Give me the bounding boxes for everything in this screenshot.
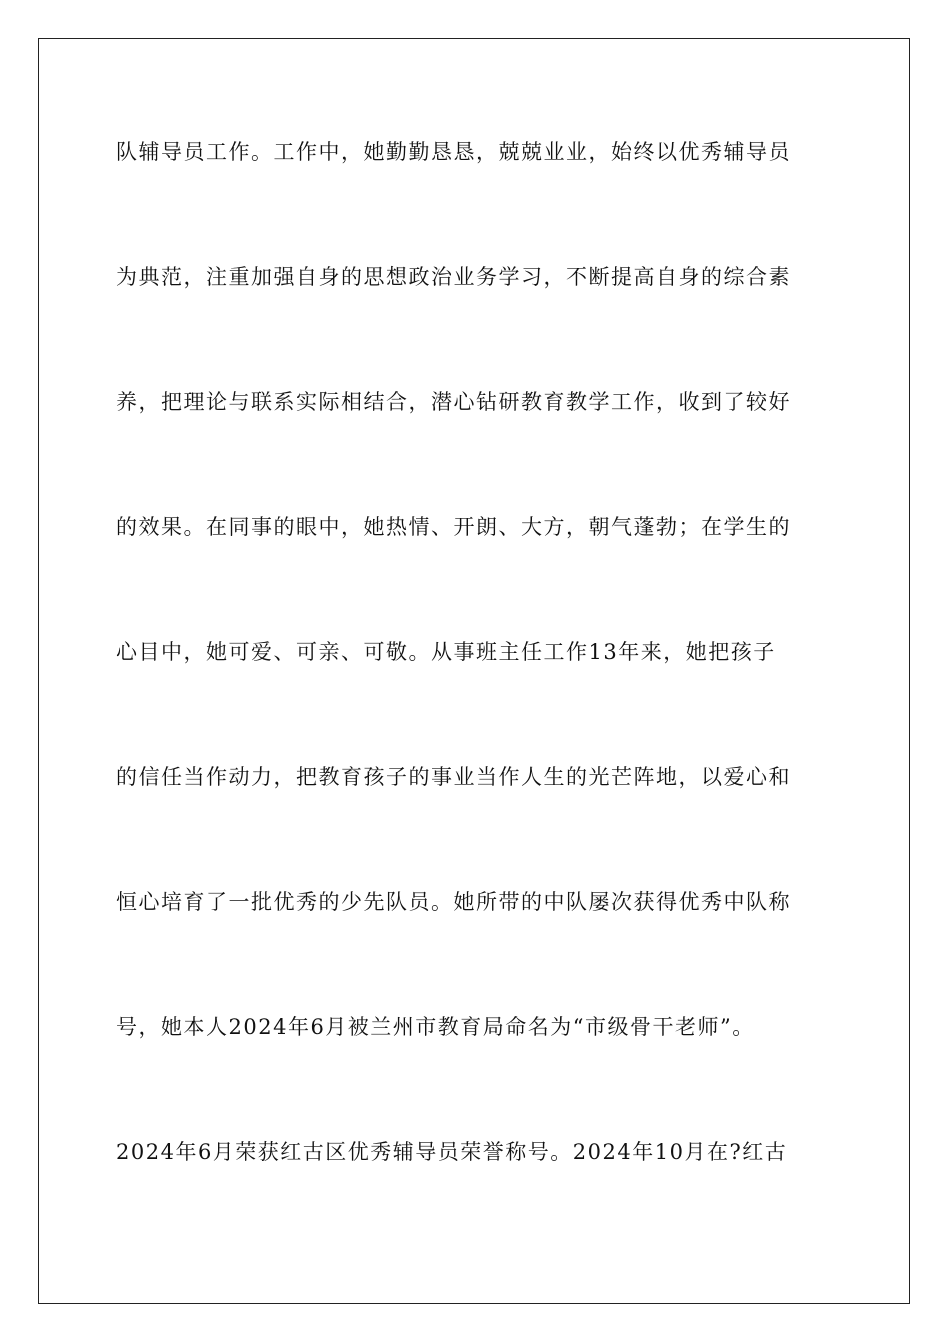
text-line-8: 号，她本人2024年6月被兰州市教育局命名为“市级骨干老师”。 xyxy=(116,1015,755,1039)
text-line-9: 2024年6月荣获红古区优秀辅导员荣誉称号。2024年10月在?红古 xyxy=(116,1140,788,1164)
text-line-2: 为典范，注重加强自身的思想政治业务学习，不断提高自身的综合素 xyxy=(116,265,791,289)
text-line-4: 的效果。在同事的眼中，她热情、开朗、大方，朝气蓬勃；在学生的 xyxy=(116,515,791,539)
document-body xyxy=(116,132,856,1257)
text-line-7: 恒心培育了一批优秀的少先队员。她所带的中队屡次获得优秀中队称 xyxy=(116,890,791,914)
text-line-6: 的信任当作动力，把教育孩子的事业当作人生的光芒阵地，以爱心和 xyxy=(116,765,791,789)
text-line-3: 养，把理论与联系实际相结合，潜心钻研教育教学工作，收到了较好 xyxy=(116,390,791,414)
text-line-1: 队辅导员工作。工作中，她勤勤恳恳，兢兢业业，始终以优秀辅导员 xyxy=(116,140,791,164)
text-line-5: 心目中，她可爱、可亲、可敬。从事班主任工作13年来，她把孩子 xyxy=(116,640,776,664)
